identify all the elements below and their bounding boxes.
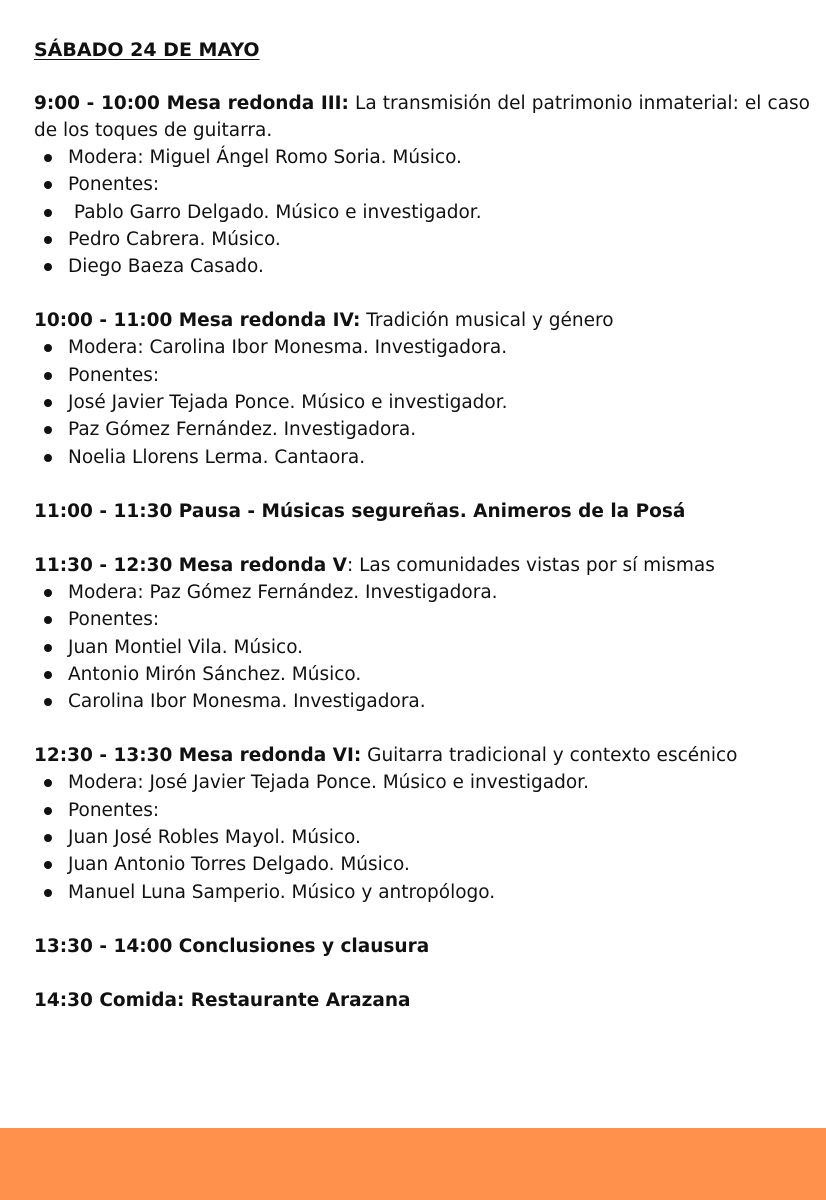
bullet-icon (44, 344, 52, 352)
session-mesa-vi (34, 742, 810, 905)
participants-list (34, 334, 810, 470)
list-item (34, 389, 810, 416)
list-item (34, 688, 810, 715)
participant-text: Juan José Robles Mayol. Músico. (68, 827, 361, 849)
participant-text: Pedro Cabrera. Músico. (68, 228, 281, 250)
bullet-icon (44, 861, 52, 869)
bullet-icon (44, 779, 52, 787)
participant-text: Juan Montiel Vila. Músico. (68, 636, 304, 658)
list-item (34, 444, 810, 471)
list-item (34, 579, 810, 606)
bullet-icon (44, 834, 52, 842)
bullet-icon (44, 154, 52, 162)
session-mesa-v (34, 552, 810, 715)
participant-text: Ponentes: (68, 799, 160, 821)
participant-text: Ponentes: (68, 364, 160, 386)
bullet-icon (44, 372, 52, 380)
participants-list (34, 144, 810, 280)
session-time-title: 12:30 - 13:30 Mesa redonda VI: (34, 745, 362, 767)
participant-text: Pablo Garro Delgado. Músico e investigador. (68, 201, 482, 223)
list-item (34, 362, 810, 389)
participants-list (34, 579, 810, 715)
bullet-icon (44, 263, 52, 271)
list-item (34, 226, 810, 253)
bullet-icon (44, 807, 52, 815)
participant-text: Antonio Mirón Sánchez. Músico. (68, 663, 362, 685)
lunch-line: 14:30 Comida: Restaurante Arazana (34, 989, 411, 1011)
bullet-icon (44, 616, 52, 624)
bullet-icon (44, 698, 52, 706)
participant-text: Diego Baeza Casado. (68, 256, 264, 278)
participant-text: Manuel Luna Samperio. Músico y antropólogo. (68, 881, 496, 903)
bullet-icon (44, 671, 52, 679)
bullet-icon (44, 209, 52, 217)
session-time-title: 10:00 - 11:00 Mesa redonda IV: (34, 310, 361, 332)
list-item (34, 334, 810, 361)
session-heading (34, 90, 810, 144)
list-item (34, 253, 810, 280)
list-item (34, 171, 810, 198)
bullet-icon (44, 454, 52, 462)
participant-text: Ponentes: (68, 174, 160, 196)
list-item (34, 879, 810, 906)
bullet-icon (44, 236, 52, 244)
session-topic: Guitarra tradicional y contexto escénico (361, 745, 738, 767)
list-item (34, 769, 810, 796)
pause-line: 11:00 - 11:30 Pausa - Músicas segureñas. Animeros de la Posá (34, 500, 686, 522)
participant-text: Juan Antonio Torres Delgado. Músico. (68, 854, 410, 876)
list-item (34, 144, 810, 171)
session-heading (34, 742, 810, 769)
session-heading (34, 552, 810, 579)
bullet-icon (44, 889, 52, 897)
bullet-icon (44, 426, 52, 434)
session-time-title: 9:00 - 10:00 Mesa redonda III: (34, 93, 349, 114)
bullet-icon (44, 644, 52, 652)
list-item (34, 606, 810, 633)
list-item (34, 416, 810, 443)
participant-text: Paz Gómez Fernández. Investigadora. (68, 419, 417, 441)
session-heading (34, 307, 810, 334)
bullet-icon (44, 399, 52, 407)
list-item (34, 199, 810, 226)
session-topic: : Las comunidades vistas por sí mismas (346, 554, 715, 576)
participant-text: Modera: José Javier Tejada Ponce. Músico e investigador. (68, 772, 589, 794)
participant-text: Modera: Miguel Ángel Romo Soria. Músico. (68, 147, 462, 168)
session-mesa-iii (34, 90, 810, 280)
session-topic: La transmisión del patrimonio inmaterial: el caso de los toques de guitarra. (34, 93, 810, 141)
list-item (34, 634, 810, 661)
participant-text: Modera: Paz Gómez Fernández. Investigadora. (68, 581, 498, 603)
participant-text: Ponentes: (68, 609, 160, 631)
session-mesa-iv (34, 307, 810, 470)
list-item (34, 797, 810, 824)
participant-text: José Javier Tejada Ponce. Músico e investigador. (68, 392, 508, 414)
bullet-icon (44, 589, 52, 597)
program-page (34, 37, 810, 1041)
participant-text: Carolina Ibor Monesma. Investigadora. (68, 691, 426, 713)
participant-text: Noelia Llorens Lerma. Cantaora. (68, 446, 366, 468)
footer-band (0, 1128, 826, 1200)
participants-list (34, 769, 810, 905)
session-topic: Tradición musical y género (360, 310, 614, 332)
closing-line: 13:30 - 14:00 Conclusiones y clausura (34, 935, 430, 957)
list-item (34, 661, 810, 688)
list-item (34, 824, 810, 851)
bullet-icon (44, 181, 52, 189)
list-item (34, 851, 810, 878)
participant-text: Modera: Carolina Ibor Monesma. Investigadora. (68, 337, 508, 359)
day-title: SÁBADO 24 DE MAYO (34, 39, 260, 61)
session-time-title: 11:30 - 12:30 Mesa redonda V (34, 554, 347, 576)
